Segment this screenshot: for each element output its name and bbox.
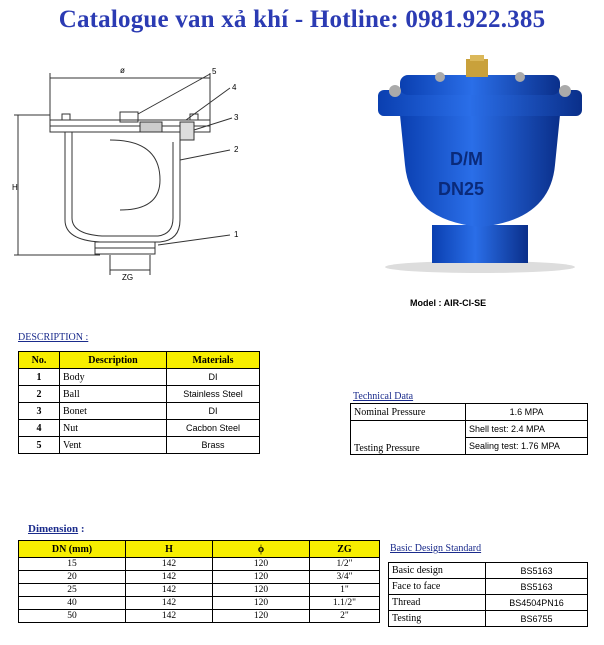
page-title: Catalogue van xả khí - Hotline: 0981.922.385 — [58, 6, 546, 33]
dim-phi-label: ø — [120, 66, 125, 75]
sealing-test-value: Sealing test: 1.76 MPA — [466, 438, 588, 455]
desc-no: 2 — [19, 386, 60, 403]
basic-value: BS5163 — [486, 579, 588, 595]
dimension-heading: Dimension — [28, 523, 79, 535]
dim-cell: 1.1/2" — [310, 597, 380, 610]
desc-description: Ball — [60, 386, 167, 403]
desc-material: DI — [167, 369, 260, 386]
dim-header-phi: ϕ — [213, 541, 310, 558]
desc-material: Stainless Steel — [167, 386, 260, 403]
desc-no: 3 — [19, 403, 60, 420]
dimension-heading-wrap — [28, 523, 85, 535]
dim-cell: 120 — [213, 597, 310, 610]
dim-cell: 15 — [19, 558, 126, 571]
dim-cell: 1/2" — [310, 558, 380, 571]
table-row — [389, 563, 588, 579]
dim-header-zg: ZG — [310, 541, 380, 558]
basic-value: BS4504PN16 — [486, 595, 588, 611]
dim-cell: 25 — [19, 584, 126, 597]
table-row — [19, 437, 260, 454]
desc-description: Vent — [60, 437, 167, 454]
dim-cell: 120 — [213, 610, 310, 623]
table-row — [19, 584, 380, 597]
callout-5: 5 — [212, 67, 217, 76]
nominal-pressure-label: Nominal Pressure — [351, 404, 466, 421]
dim-cell: 40 — [19, 597, 126, 610]
dim-h-label: H — [12, 183, 18, 192]
desc-description: Body — [60, 369, 167, 386]
dim-cell: 142 — [126, 584, 213, 597]
table-row — [389, 595, 588, 611]
dim-cell: 1" — [310, 584, 380, 597]
table-row — [19, 610, 380, 623]
testing-pressure-label: Testing Pressure — [351, 421, 466, 455]
nominal-pressure-value: 1.6 MPA — [466, 404, 588, 421]
model-label: Model : AIR-CI-SE — [410, 298, 487, 308]
desc-no: 5 — [19, 437, 60, 454]
description-table — [18, 351, 260, 454]
desc-no: 4 — [19, 420, 60, 437]
basic-label: Testing — [389, 611, 486, 627]
table-row — [351, 421, 588, 438]
table-row — [19, 420, 260, 437]
table-row — [19, 403, 260, 420]
callout-1: 1 — [234, 230, 239, 239]
table-row — [351, 404, 588, 421]
dim-cell: 20 — [19, 571, 126, 584]
desc-header-materials: Materials — [167, 352, 260, 369]
dim-cell: 120 — [213, 584, 310, 597]
desc-material: Cacbon Steel — [167, 420, 260, 437]
dimension-heading-colon: : — [80, 523, 85, 535]
desc-material: Brass — [167, 437, 260, 454]
desc-material: DI — [167, 403, 260, 420]
basic-design-table — [388, 562, 588, 627]
dim-cell: 120 — [213, 558, 310, 571]
basic-value: BS5163 — [486, 563, 588, 579]
table-row — [19, 597, 380, 610]
callout-3: 3 — [234, 113, 239, 122]
basic-label: Thread — [389, 595, 486, 611]
desc-header-no: No. — [19, 352, 60, 369]
table-row — [389, 579, 588, 595]
basic-label: Face to face — [389, 579, 486, 595]
table-row — [19, 386, 260, 403]
callout-4: 4 — [232, 83, 237, 92]
basic-label: Basic design — [389, 563, 486, 579]
technical-table — [350, 403, 588, 455]
valve-cross-section-drawing — [10, 60, 260, 285]
dim-cell: 142 — [126, 597, 213, 610]
dim-header-h: H — [126, 541, 213, 558]
dim-cell: 120 — [213, 571, 310, 584]
desc-no: 1 — [19, 369, 60, 386]
basic-value: BS6755 — [486, 611, 588, 627]
basic-design-heading: Basic Design Standard — [390, 543, 482, 554]
table-row — [19, 369, 260, 386]
table-row — [19, 571, 380, 584]
table-row — [389, 611, 588, 627]
description-heading: DESCRIPTION : — [18, 332, 89, 343]
dim-cell: 2" — [310, 610, 380, 623]
dim-cell: 142 — [126, 610, 213, 623]
technical-heading: Technical Data — [353, 391, 414, 402]
desc-description: Bonet — [60, 403, 167, 420]
shell-test-value: Shell test: 2.4 MPA — [466, 421, 588, 438]
desc-header-description: Description — [60, 352, 167, 369]
dim-cell: 142 — [126, 571, 213, 584]
table-row — [19, 558, 380, 571]
desc-description: Nut — [60, 420, 167, 437]
photo-text-dm: D/M — [450, 149, 483, 169]
dim-cell: 50 — [19, 610, 126, 623]
dim-header-dn: DN (mm) — [19, 541, 126, 558]
dim-cell: 142 — [126, 558, 213, 571]
dim-zg-label: ZG — [122, 273, 134, 282]
valve-photo — [370, 55, 590, 275]
callout-2: 2 — [234, 145, 239, 154]
dim-cell: 3/4" — [310, 571, 380, 584]
dimension-table — [18, 540, 380, 623]
photo-text-dn: DN25 — [438, 179, 485, 199]
